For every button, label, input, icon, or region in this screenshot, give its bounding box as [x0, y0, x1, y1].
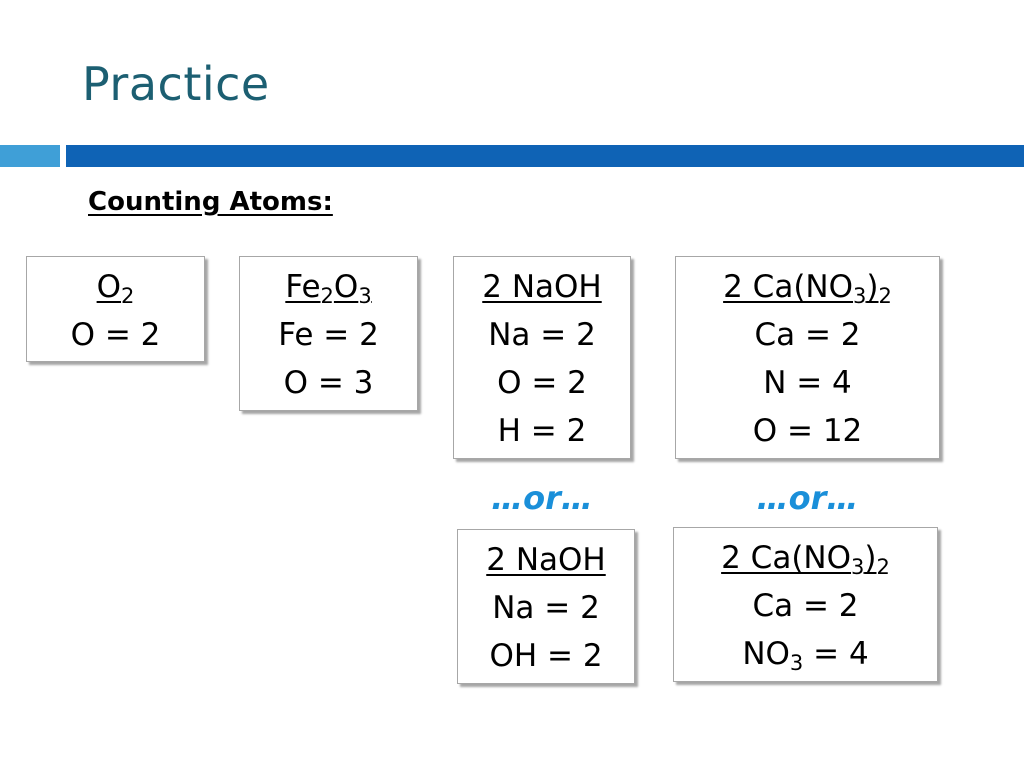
- card-cano3: [675, 256, 940, 459]
- card-formula: 2 $Ca(NO_3)_2$: [721, 540, 890, 579]
- atom-count: Na = 2: [488, 317, 596, 353]
- atom-count: Ca = 2: [754, 317, 861, 353]
- header-bar: [66, 145, 1024, 167]
- atom-count: Fe = 2: [278, 317, 379, 353]
- card-formula: $O_2$: [96, 269, 135, 308]
- slide-title: Practice: [82, 57, 270, 111]
- card-formula: 2 NaOH: [482, 269, 602, 305]
- atom-count: N = 4: [763, 365, 852, 401]
- or-label: …or…: [756, 479, 859, 517]
- atom-count: OH = 2: [489, 638, 603, 674]
- atom-count: O = 3: [283, 365, 374, 401]
- atom-count: Ca = 2: [752, 588, 859, 624]
- card-cano3-alt: [673, 527, 938, 682]
- atom-count: O = 2: [497, 365, 587, 401]
- subheading: Counting Atoms:: [88, 187, 333, 217]
- card-formula: 2 $Ca(NO_3)_2$: [723, 269, 892, 308]
- card-formula: $Fe_2O_3$: [285, 269, 372, 308]
- card-o2: [26, 256, 205, 362]
- atom-count: $NO_3 = 4$: [742, 636, 869, 675]
- or-label: …or…: [491, 479, 593, 517]
- header-bar-accent: [0, 145, 60, 167]
- atom-count: H = 2: [497, 413, 587, 449]
- atom-count: O = 2: [70, 317, 161, 353]
- card-naoh-alt: [457, 529, 635, 684]
- card-fe2o3: [239, 256, 418, 411]
- card-naoh: [453, 256, 631, 459]
- atom-count: Na = 2: [492, 590, 600, 626]
- card-formula: 2 NaOH: [486, 542, 606, 578]
- atom-count: O = 12: [752, 413, 863, 449]
